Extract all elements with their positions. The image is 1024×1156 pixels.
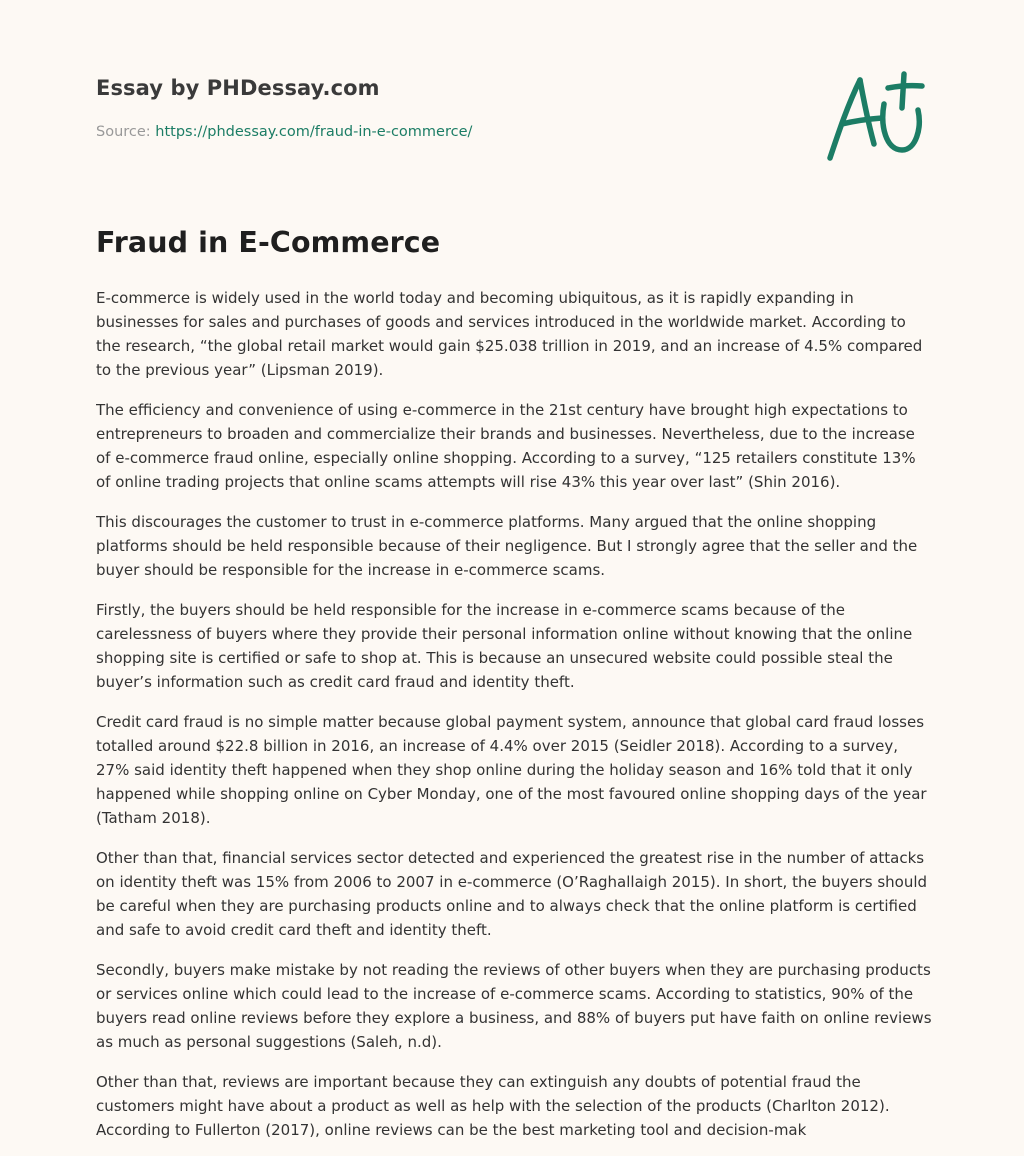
essay-title: Fraud in E-Commerce: [96, 226, 441, 259]
essay-paragraph: Credit card fraud is no simple matter because global payment system, announce that global card fraud losses totalled around $22.8 billion in 2016, an increase of 4.4% over 2015 (Seidler 2018). According to a survey, 27% said identity theft happened when they shop online during the holiday season and 16% told that it only happened while shopping online on Cyber Monday, one of the most favoured online shopping days of the year (Tatham 2018).: [96, 713, 927, 827]
source-line: [96, 124, 472, 140]
essay-paragraph: Firstly, the buyers should be held responsible for the increase in e-commerce scams because of the carelessness of buyers where they provide their personal information online without knowing that the online shopping site is certified or safe to shop at. This is because an unsecured website could possible steal the buyer’s information such as credit card fraud and identity theft.: [96, 601, 913, 691]
essay-header: [96, 76, 936, 140]
source-label: Source:: [96, 124, 156, 140]
site-brand: Essay by PHDessay.com: [96, 76, 380, 100]
source-link[interactable]: https://phdessay.com/fraud-in-e-commerce/: [155, 124, 473, 140]
essay-paragraph: The efficiency and convenience of using e-commerce in the 21st century have brought high expectations to entrepreneurs to broaden and commercialize their brands and businesses. Nevertheless, due to the increase of e-commerce fraud online, especially online shopping. According to a survey, “125 retailers constitute 13% of online trading projects that online scams attempts will rise 43% this year over last” (Shin 2016).: [96, 401, 916, 491]
essay-paragraph: Other than that, reviews are important because they can extinguish any doubts of potential fraud the customers might have about a product as well as help with the selection of the products (Charlton 2012). According to Fullerton (2017), online reviews can be the best marketing tool and decision-mak: [96, 1073, 890, 1139]
a-plus-logo-icon: [822, 66, 930, 166]
essay-paragraph: Other than that, financial services sector detected and experienced the greatest rise in the number of attacks on identity theft was 15% from 2006 to 2007 in e-commerce (O’Raghallaigh 2015). In short, the buyers should be careful when they are purchasing products online and to always check that the online platform is certified and safe to avoid credit card theft and identity theft.: [96, 849, 928, 939]
essay-paragraph: This discourages the customer to trust in e-commerce platforms. Many argued that the online shopping platforms should be held responsible because of their negligence. But I strongly agree that the seller and the buyer should be responsible for the increase in e-commerce scams.: [96, 513, 918, 579]
essay-paragraph: Secondly, buyers make mistake by not reading the reviews of other buyers when they are purchasing products or services online which could lead to the increase of e-commerce scams. According to statistics, 90% of the buyers read online reviews before they explore a business, and 88% of buyers put have faith on online reviews as much as personal suggestions (Saleh, n.d).: [96, 961, 932, 1051]
essay-paragraph: E-commerce is widely used in the world today and becoming ubiquitous, as it is rapidly expanding in businesses for sales and purchases of goods and services introduced in the worldwide market. According to the research, “the global retail market would gain $25.038 trillion in 2019, and an increase of 4.5% compared to the previous year” (Lipsman 2019).: [96, 289, 923, 379]
essay-body: [96, 286, 932, 1144]
